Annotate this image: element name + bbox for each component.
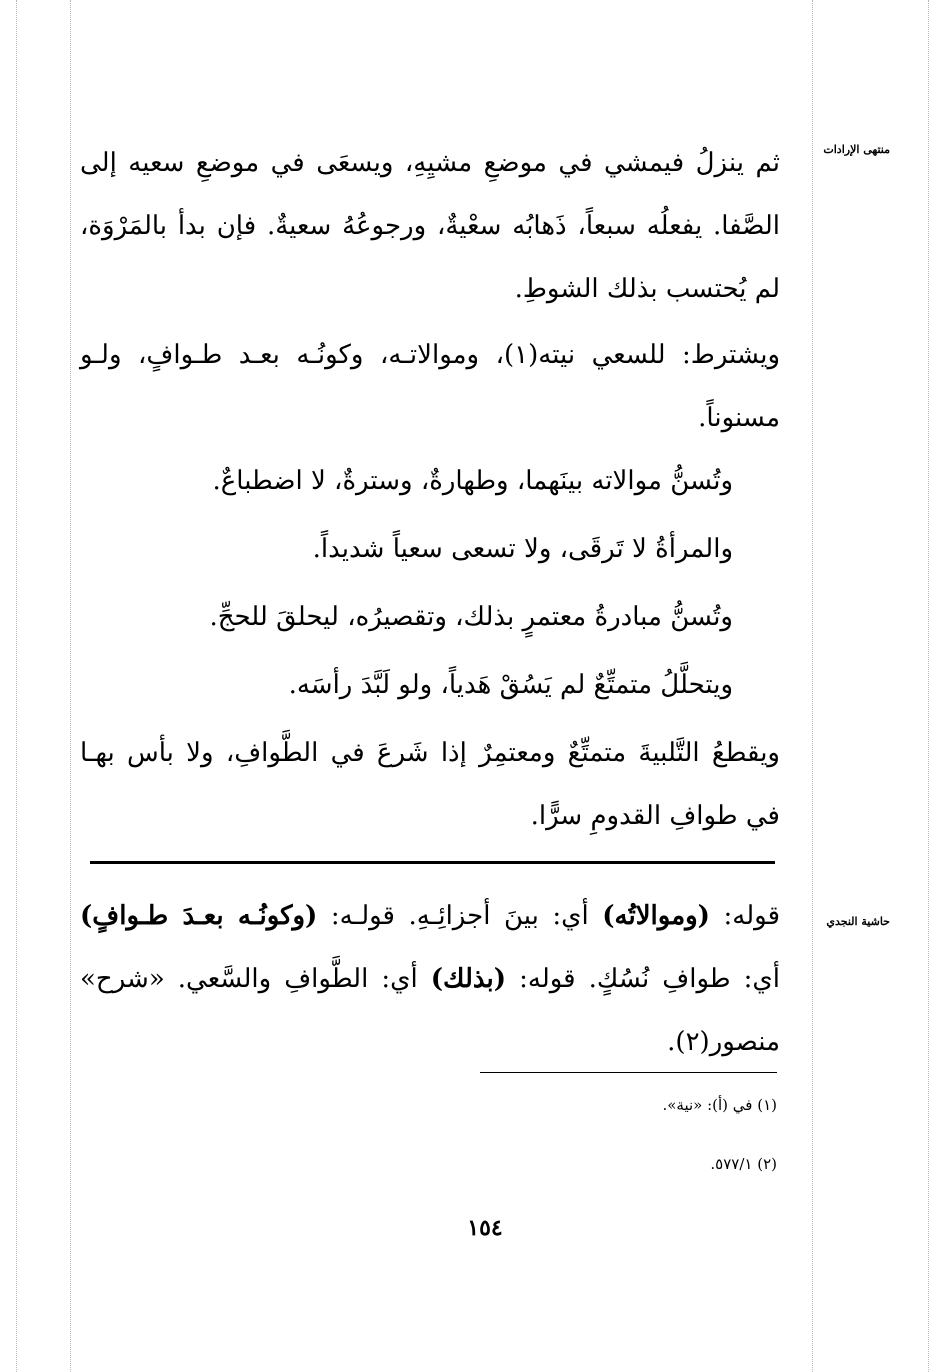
footnote-rule <box>480 1072 777 1073</box>
main-paragraph-7: ويقطعُ التَّلبيةَ متمتِّعٌ ومعتمِرٌ إذا شَرعَ في الطَّوافِ، ولا بأس بهـا في طوافِ القدومِ سرًّا. <box>80 738 780 831</box>
main-paragraph-5: وتُسنُّ مبادرةُ معتمرٍ بذلك، وتقصيرُه، ليحلقَ للحجِّ. <box>209 602 733 632</box>
hashiya-lemma: (بذلك) <box>430 964 507 994</box>
side-label-muntaha: منتهى الإرادات <box>823 143 890 156</box>
main-paragraph-2: ويشترط: للسعي نيته(١)، وموالاتـه، وكونُـه بعـد طـوافٍ، ولـو مسنوناً. <box>80 340 781 433</box>
footnote-2: (٢) ٥٧٧/١. <box>710 1155 777 1173</box>
scan-guide-line <box>70 0 71 1372</box>
main-paragraph-3: وتُسنُّ موالاته بينَهما، وطهارةٌ، وسترةٌ، لا اضطباعٌ. <box>212 466 733 496</box>
hashiya-text: قوله: <box>709 901 780 931</box>
hashiya-paragraph <box>80 885 780 1074</box>
hashiya-text: أي: طوافِ نُسُكٍ. قوله: <box>506 964 780 994</box>
scan-guide-line <box>812 0 813 1372</box>
page-number: ١٥٤ <box>467 1215 503 1241</box>
scan-guide-line <box>16 0 17 1372</box>
main-paragraph-1: ثم ينزلُ فيمشي في موضعِ مشيِهِ، ويسعَى في موضعِ سعيه إلى الصَّفا. يفعلُه سبعاً، ذَهابُه سعْيةٌ، ورجوعُهُ سعيةٌ. فإن بدأ بالمَرْوَة، لم يُحتسب بذلك الشوطِ. <box>80 148 780 304</box>
hashiya-text: أي: بينَ أجزائِـهِ. قولـه: <box>317 901 603 931</box>
footnote-1: (١) في (أ): «نية». <box>662 1096 777 1114</box>
hashiya-lemma: (وكونُـه بعـدَ طـوافٍ) <box>80 901 318 931</box>
hashiya-lemma: (وموالاتُه) <box>602 901 710 931</box>
main-paragraph-4: والمرأةُ لا تَرقَى، ولا تسعى سعياً شديداً. <box>312 534 733 564</box>
scan-guide-line <box>928 0 929 1372</box>
hashiya-text: أي: الطَّوافِ والسَّعي. «شرح» منصور(٢). <box>80 964 780 1057</box>
separator-rule <box>90 861 775 864</box>
main-paragraph-6: ويتحلَّلُ متمتِّعٌ لم يَسُقْ هَدياً، ولو لَبَّدَ رأسَه. <box>288 670 733 700</box>
side-label-hashiya: حاشية النجدي <box>826 915 890 928</box>
